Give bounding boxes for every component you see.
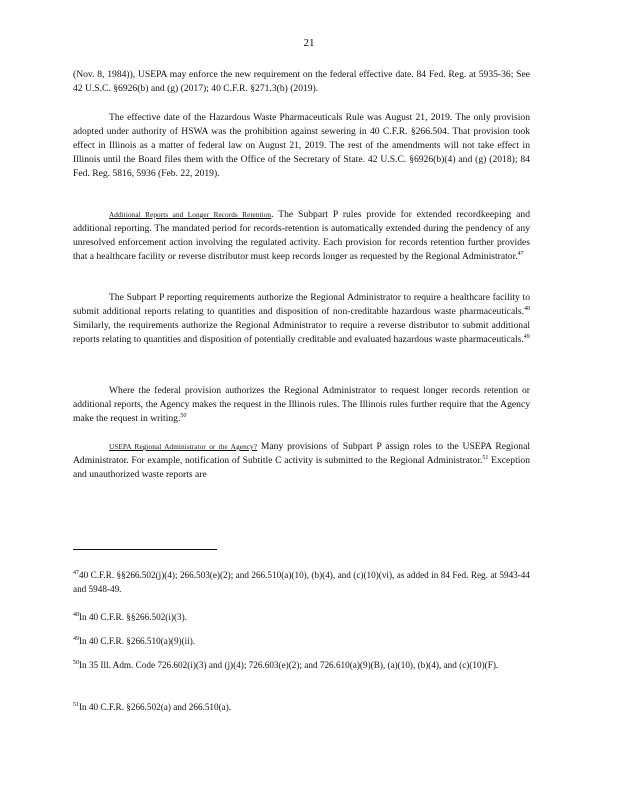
footnote-ref-50: 50	[180, 412, 187, 419]
footnote-ref-48: 48	[524, 305, 530, 312]
footnote-48	[73, 610, 530, 624]
footnote-ref-49: 49	[523, 333, 530, 340]
footnote-number: 49	[73, 635, 79, 642]
footnote-text: In 40 C.F.R. §266.502(a) and 266.510(a).	[79, 702, 232, 712]
footnote-text: 40 C.F.R. §§266.502(j)(4); 266.503(e)(2); and 266.510(a)(10), (b)(4), and (c)(10)(vi), as added in 84 Fed. Reg. at 5943-44 and 5948-49.	[73, 570, 530, 594]
section-heading-additional-reports: Additional Reports and Longer Records Retention	[109, 211, 272, 219]
paragraph-agency-request	[73, 384, 530, 426]
footnote-number: 47	[73, 569, 79, 576]
footnote-text: In 40 C.F.R. §§266.502(i)(3).	[79, 612, 187, 622]
footnote-number: 48	[73, 611, 79, 618]
paragraph-reporting-text-a: The Subpart P reporting requirements authorize the Regional Administrator to require a healthcare facility to submit additional reports relating to quantities and disposition of non-creditable hazardous waste pharmaceuticals.	[73, 292, 530, 317]
footnote-50	[73, 658, 530, 672]
paragraph-hswa-provision: The effective date of the Hazardous Waste Pharmaceuticals Rule was August 21, 2019. The only provision adopted under authority of HSWA was the prohibition against sewering in 40 C.F.R. §266.504. That provision took effect in Illinois as a matter of federal law on August 21, 2019. The rest of the amendments will not take effect in Illinois until the Board files them with the Office of the Secretary of State. 42 U.S.C. §6926(b)(4) and (g) (2018); 84 Fed. Reg. 5816, 5936 (Feb. 22, 2019).	[73, 112, 530, 179]
page-number: 21	[303, 37, 315, 49]
paragraph-reporting-text-b: Similarly, the requirements authorize the Regional Administrator to require a reverse distributor to submit additional reports relating to quantities and disposition of potentially creditable and evaluated hazardous waste pharmaceuticals.	[73, 320, 530, 345]
footnote-51	[73, 700, 530, 714]
paragraph-agency-request-text: Where the federal provision authorizes the Regional Administrator to request longer records retention or additional reports, the Agency makes the request in the Illinois rules. The Illinois rules further require that the Agency make the request in writing.	[73, 385, 530, 424]
footnote-ref-51: 51	[482, 454, 489, 461]
paragraph-regional-administrator-body: Many provisions of Subpart P assign roles to the USEPA Regional Administrator. For example, notification of Subtitle C activity is submitted to the Regional Administrator.	[73, 441, 530, 466]
section-heading-usepa-regional-administrator: USEPA Regional Administrator or the Agency?	[109, 443, 258, 451]
footnote-49	[73, 634, 530, 648]
footnote-ref-47: 47	[517, 250, 524, 257]
paragraph-effective-date-enforcement: (Nov. 8, 1984)), USEPA may enforce the new requirement on the federal effective date. 84 Fed. Reg. at 5935-36; See 42 U.S.C. §6926(b) and (g) (2017); 40 C.F.R. §271.3(b) (2019).	[73, 69, 530, 94]
paragraph-regional-administrator	[73, 440, 530, 482]
paragraph-reporting-requirements	[73, 291, 530, 347]
footnote-separator	[73, 549, 217, 550]
footnote-text: In 40 C.F.R. §266.510(a)(9)(ii).	[79, 636, 196, 646]
footnote-number: 50	[73, 659, 79, 666]
footnote-47	[73, 568, 530, 596]
paragraph-records-retention	[73, 208, 530, 264]
paragraph-regional-administrator-tail: Exception and unauthorized waste reports are	[73, 455, 530, 480]
footnote-number: 51	[73, 701, 79, 708]
paragraph-records-retention-body: . The Subpart P rules provide for extended recordkeeping and additional reporting. The mandated period for records-retention is automatically extended during the pendency of any unresolved enforcement action involving the regulated activity. Each provision for records retention further provides that a healthcare facility or reverse distributor must keep records longer as requested by the Regional Administrator.	[73, 209, 530, 262]
footnote-text: In 35 Ill. Adm. Code 726.602(i)(3) and (j)(4); 726.603(e)(2); and 726.610(a)(9)(B), (a)(10), (b)(4), and (c)(10)(F).	[79, 660, 499, 670]
